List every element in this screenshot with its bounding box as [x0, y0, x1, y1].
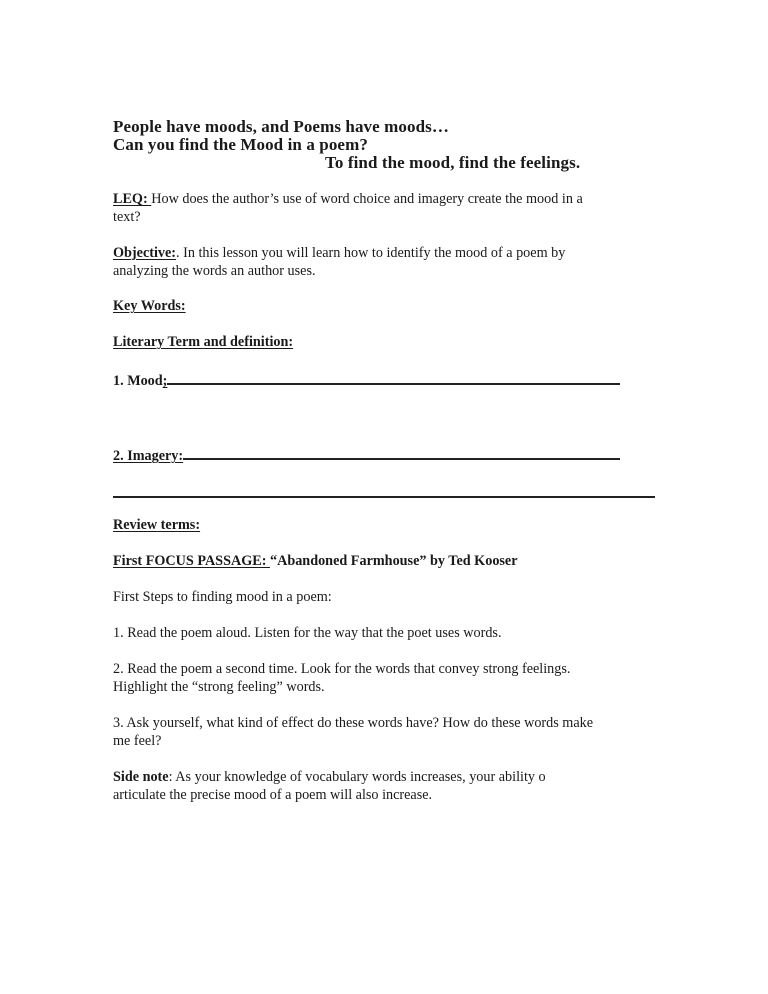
side-note-text: : As your knowledge of vocabulary words increases, your ability o — [168, 769, 546, 785]
leq-line-1 — [113, 190, 583, 208]
step-2-line-2: Highlight the “strong feeling” words. — [113, 679, 325, 695]
leq-line-2: text? — [113, 209, 141, 225]
term-mood — [113, 369, 620, 390]
key-words-heading: Key Words: — [113, 298, 186, 314]
focus-passage — [113, 552, 518, 570]
objective-label: Objective: — [113, 245, 177, 261]
term-mood-separator: ; — [162, 373, 168, 389]
imagery-definition-blank[interactable] — [183, 444, 620, 460]
step-3-line-2: me feel? — [113, 733, 162, 749]
side-note-line-1 — [113, 768, 546, 786]
objective-text: . In this lesson you will learn how to identify the mood of a poem by — [176, 245, 566, 261]
mood-definition-blank[interactable] — [167, 369, 620, 385]
step-3-line-1: 3. Ask yourself, what kind of effect do these words have? How do these words make — [113, 715, 594, 731]
leq-label: LEQ: — [113, 191, 152, 207]
objective-line-1 — [113, 244, 565, 262]
term-mood-label: 1. Mood — [113, 373, 163, 389]
step-2-line-1: 2. Read the poem a second time. Look for the words that convey strong feelings. — [113, 661, 571, 677]
term-imagery-label: 2. Imagery: — [113, 448, 184, 464]
title-line-3: To find the mood, find the feelings. — [325, 153, 581, 172]
title-line-2: Can you find the Mood in a poem? — [113, 135, 368, 154]
leq-text: How does the author’s use of word choice and imagery create the mood in a — [151, 191, 583, 207]
imagery-definition-blank-line-2[interactable] — [113, 496, 655, 498]
title-line-1: People have moods, and Poems have moods… — [113, 117, 449, 136]
side-note-label: Side note — [113, 769, 169, 785]
term-imagery — [113, 444, 620, 465]
objective-line-2: analyzing the words an author uses. — [113, 263, 316, 279]
step-1: 1. Read the poem aloud. Listen for the way that the poet uses words. — [113, 625, 502, 641]
side-note-line-2: articulate the precise mood of a poem will also increase. — [113, 787, 433, 803]
review-terms-heading: Review terms: — [113, 517, 201, 533]
steps-intro: First Steps to finding mood in a poem: — [113, 589, 332, 605]
focus-passage-title: “Abandoned Farmhouse” by Ted Kooser — [269, 553, 518, 569]
literary-term-heading: Literary Term and definition: — [113, 334, 294, 350]
focus-passage-label: First FOCUS PASSAGE: — [113, 553, 270, 569]
